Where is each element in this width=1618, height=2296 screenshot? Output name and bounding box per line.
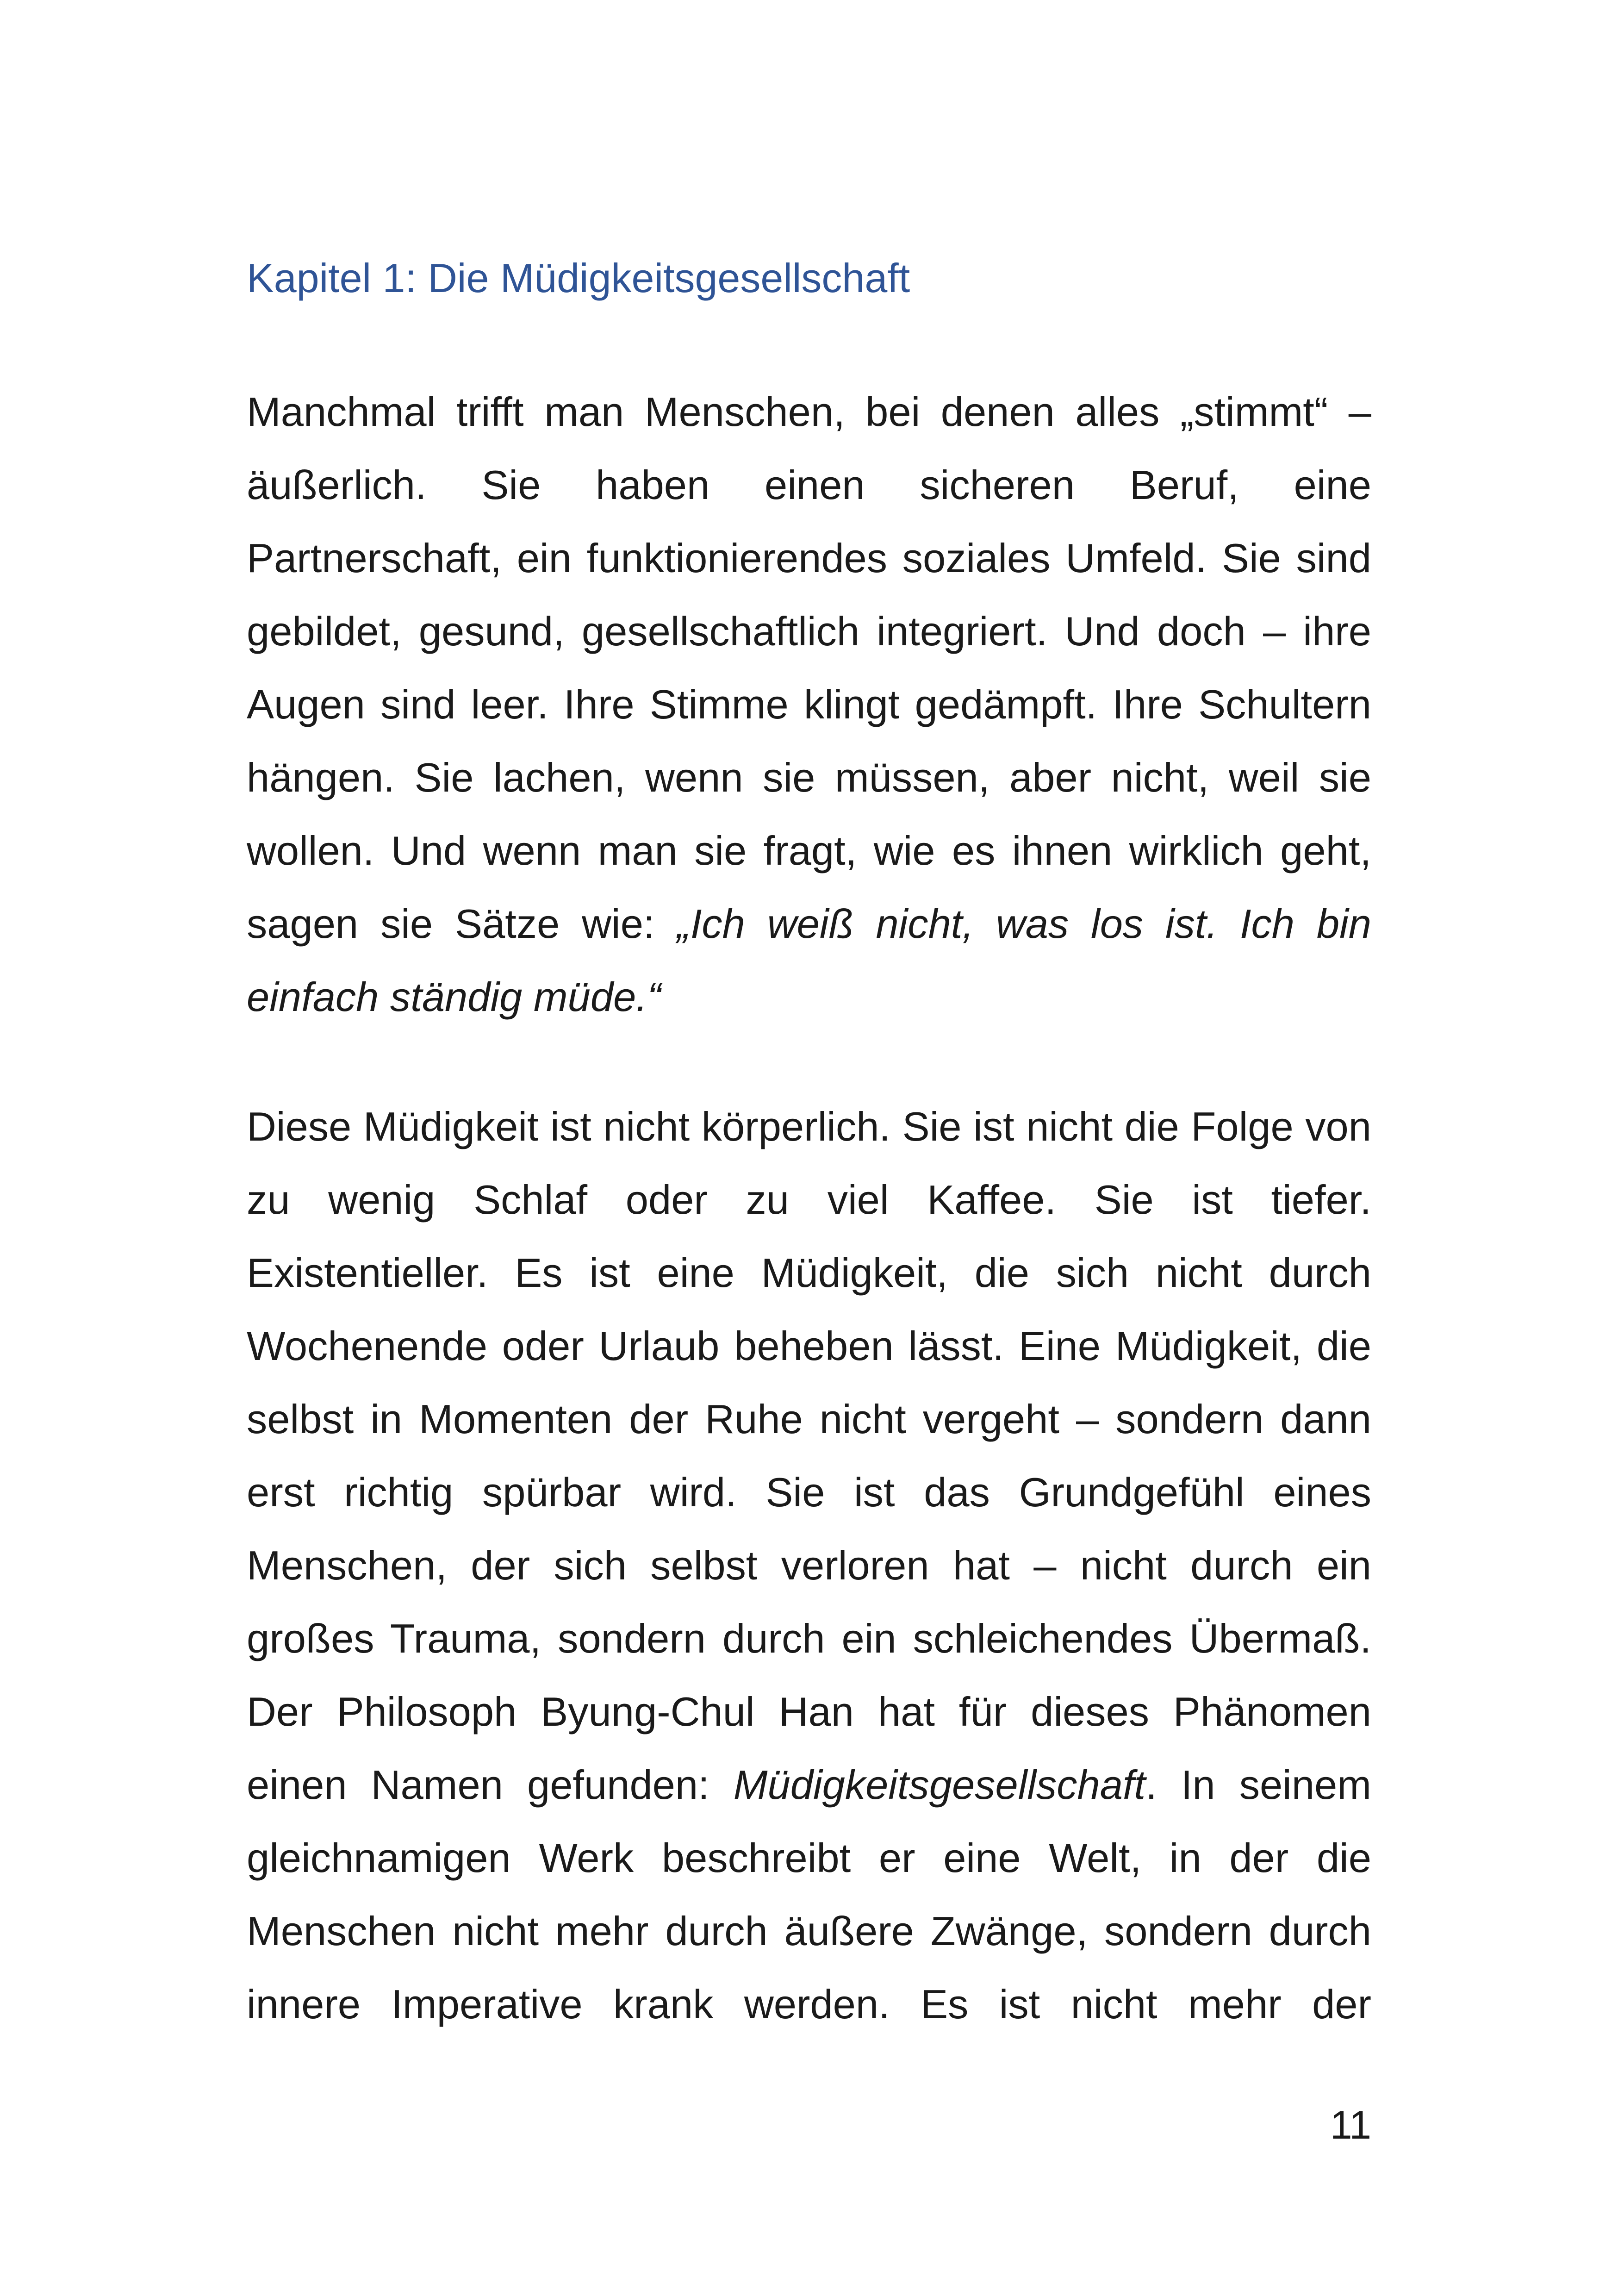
paragraph-1-quote: „Ich weiß nicht, was los ist. Ich bin einfach ständig müde.“ <box>247 901 1371 1020</box>
chapter-title: Kapitel 1: Die Müdigkeitsgesellschaft <box>247 255 910 301</box>
paragraph-1-text: Manchmal trifft man Menschen, bei denen alles „stimmt“ – äußerlich. Sie haben einen sicheren Beruf, eine Partnerschaft, ein funktionierendes soziales Umfeld. Sie sind gebildet, gesund, gesellschaftlich integriert. Und doch – ihre Augen sind leer. Ihre Stimme klingt gedämpft. Ihre Schultern hängen. Sie lachen, wenn sie müssen, aber nicht, weil sie wollen. Und wenn man sie fragt, wie es ihnen wirklich geht, sagen sie Sätze wie: <box>247 389 1371 947</box>
paragraph-2-term: Müdigkeitsgesellschaft <box>733 1762 1146 1808</box>
paragraph-1 <box>247 375 1371 1034</box>
paragraph-2-text-end: . In seinem gleichnamigen Werk beschreibt er eine Welt, in der die Menschen nicht mehr durch äußere Zwänge, sondern durch innere Imperative krank werden. Es ist nicht mehr der <box>247 1762 1371 2027</box>
paragraph-2 <box>247 1090 1371 2041</box>
page-number: 11 <box>1330 2103 1371 2147</box>
paragraph-2-text-start: Diese Müdigkeit ist nicht körperlich. Sie ist nicht die Folge von zu wenig Schlaf oder zu viel Kaffee. Sie ist tiefer. Existentieller. Es ist eine Müdigkeit, die sich nicht durch Wochenende oder Urlaub beheben lässt. Eine Müdigkeit, die selbst in Momenten der Ruhe nicht vergeht – sondern dann erst richtig spürbar wird. Sie ist das Grundgefühl eines Menschen, der sich selbst verloren hat – nicht durch ein großes Trauma, sondern durch ein schleichendes Übermaß. Der Philosoph Byung-Chul Han hat für dieses Phänomen einen Namen gefunden: <box>247 1104 1371 1808</box>
